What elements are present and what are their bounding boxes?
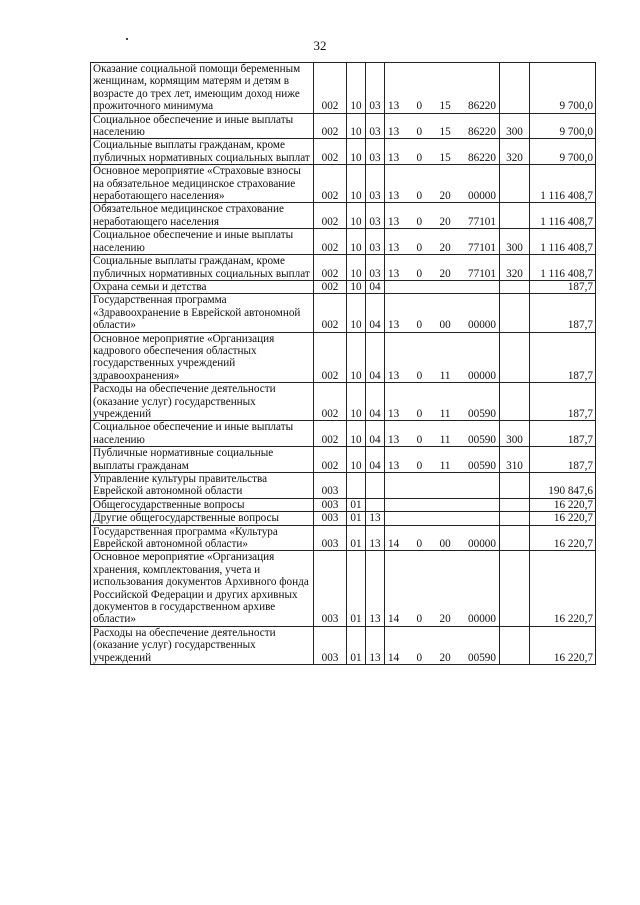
table-row bbox=[91, 113, 596, 139]
gr-code: 002 bbox=[314, 294, 347, 332]
table-row bbox=[91, 473, 596, 499]
table-row bbox=[91, 280, 596, 293]
row-name: Общегосударственные вопросы bbox=[91, 498, 314, 511]
target-article-part: 00000 bbox=[468, 613, 496, 626]
row-name: Социальное обеспечение и иные выплаты населению bbox=[91, 421, 314, 447]
target-article-part: 13 bbox=[388, 241, 400, 254]
sum-value: 9 700,0 bbox=[530, 113, 596, 139]
pr-code: 03 bbox=[366, 203, 385, 229]
target-article-part: 15 bbox=[439, 126, 451, 139]
pr-code: 04 bbox=[366, 383, 385, 421]
target-article-part: 20 bbox=[439, 190, 451, 203]
target-article-parts bbox=[387, 370, 497, 382]
target-article-part: 77101 bbox=[468, 215, 496, 228]
vr-code bbox=[500, 498, 530, 511]
gr-code: 002 bbox=[314, 139, 347, 165]
target-article-part: 20 bbox=[439, 613, 451, 626]
target-article-code bbox=[385, 383, 500, 421]
gr-code: 002 bbox=[314, 447, 347, 473]
target-article-part: 86220 bbox=[468, 100, 496, 113]
rz-code: 10 bbox=[347, 294, 366, 332]
gr-code: 002 bbox=[314, 63, 347, 114]
gr-code: 003 bbox=[314, 512, 347, 525]
target-article-code bbox=[385, 421, 500, 447]
target-article-part: 13 bbox=[388, 267, 400, 280]
vr-code: 300 bbox=[500, 113, 530, 139]
target-article-code bbox=[385, 280, 500, 293]
row-name: Другие общегосударственные вопросы bbox=[91, 512, 314, 525]
pr-code: 13 bbox=[366, 512, 385, 525]
target-article-part: 0 bbox=[416, 459, 423, 472]
gr-code: 002 bbox=[314, 165, 347, 203]
sum-value: 1 116 408,7 bbox=[530, 203, 596, 229]
target-article-part: 00590 bbox=[468, 459, 496, 472]
rz-code: 10 bbox=[347, 139, 366, 165]
row-name: Социальные выплаты гражданам, кроме публичных нормативных социальных выплат bbox=[91, 139, 314, 165]
target-article-parts bbox=[387, 242, 497, 254]
target-article-part: 11 bbox=[439, 407, 451, 420]
gr-code: 002 bbox=[314, 255, 347, 281]
vr-code bbox=[500, 473, 530, 499]
target-article-part: 20 bbox=[439, 267, 451, 280]
vr-code bbox=[500, 63, 530, 114]
table-row bbox=[91, 421, 596, 447]
vr-code bbox=[500, 280, 530, 293]
target-article-part: 00000 bbox=[468, 369, 496, 382]
target-article-part: 20 bbox=[439, 215, 451, 228]
pr-code: 04 bbox=[366, 294, 385, 332]
sum-value: 16 220,7 bbox=[530, 512, 596, 525]
pr-code bbox=[366, 498, 385, 511]
page-number: 32 bbox=[313, 38, 327, 53]
target-article-code bbox=[385, 255, 500, 281]
vr-code: 300 bbox=[500, 229, 530, 255]
target-article-code bbox=[385, 525, 500, 551]
table-row bbox=[91, 525, 596, 551]
target-article-part: 00000 bbox=[468, 319, 496, 332]
table-row bbox=[91, 139, 596, 165]
table-row bbox=[91, 294, 596, 332]
rz-code: 10 bbox=[347, 165, 366, 203]
target-article-part: 00590 bbox=[468, 407, 496, 420]
target-article-part: 0 bbox=[416, 538, 423, 551]
target-article-parts bbox=[387, 538, 497, 550]
target-article-code bbox=[385, 203, 500, 229]
target-article-part: 0 bbox=[416, 267, 423, 280]
rz-code: 10 bbox=[347, 63, 366, 114]
target-article-part: 13 bbox=[388, 369, 400, 382]
pr-code: 04 bbox=[366, 332, 385, 383]
vr-code bbox=[500, 626, 530, 664]
sum-value: 16 220,7 bbox=[530, 551, 596, 626]
rz-code: 10 bbox=[347, 447, 366, 473]
target-article-part: 77101 bbox=[468, 241, 496, 254]
table-row bbox=[91, 512, 596, 525]
row-name: Основное мероприятие «Организация хранения, комплектования, учета и использования документов Архивного фонда Российской Федерации и других архивных документов в государственном архиве области» bbox=[91, 551, 314, 626]
row-name: Государственная программа «Здравоохранение в Еврейской автономной области» bbox=[91, 294, 314, 332]
target-article-code bbox=[385, 113, 500, 139]
row-name: Публичные нормативные социальные выплаты гражданам bbox=[91, 447, 314, 473]
target-article-code bbox=[385, 294, 500, 332]
target-article-part: 00000 bbox=[468, 538, 496, 551]
target-article-code bbox=[385, 165, 500, 203]
vr-code: 320 bbox=[500, 255, 530, 281]
target-article-part: 11 bbox=[439, 459, 451, 472]
target-article-part: 13 bbox=[388, 100, 400, 113]
target-article-part: 0 bbox=[416, 151, 423, 164]
target-article-parts bbox=[387, 268, 497, 280]
gr-code: 002 bbox=[314, 203, 347, 229]
target-article-part: 0 bbox=[416, 433, 423, 446]
sum-value: 1 116 408,7 bbox=[530, 165, 596, 203]
sum-value: 190 847,6 bbox=[530, 473, 596, 499]
row-name: Основное мероприятие «Организация кадрового обеспечения областных государственных учреждений здравоохранения» bbox=[91, 332, 314, 383]
target-article-code bbox=[385, 551, 500, 626]
sum-value: 187,7 bbox=[530, 383, 596, 421]
pr-code: 04 bbox=[366, 421, 385, 447]
target-article-parts bbox=[387, 652, 497, 664]
rz-code bbox=[347, 473, 366, 499]
table-row bbox=[91, 165, 596, 203]
target-article-part: 00 bbox=[439, 319, 451, 332]
sum-value: 9 700,0 bbox=[530, 139, 596, 165]
pr-code: 04 bbox=[366, 280, 385, 293]
rz-code: 01 bbox=[347, 512, 366, 525]
target-article-part: 0 bbox=[416, 319, 423, 332]
pr-code: 04 bbox=[366, 447, 385, 473]
row-name: Социальное обеспечение и иные выплаты населению bbox=[91, 229, 314, 255]
table-row bbox=[91, 63, 596, 114]
vr-code bbox=[500, 203, 530, 229]
target-article-part: 13 bbox=[388, 407, 400, 420]
target-article-code bbox=[385, 229, 500, 255]
target-article-code bbox=[385, 447, 500, 473]
target-article-part: 0 bbox=[416, 241, 423, 254]
sum-value: 187,7 bbox=[530, 421, 596, 447]
gr-code: 003 bbox=[314, 498, 347, 511]
target-article-part: 0 bbox=[416, 369, 423, 382]
target-article-code bbox=[385, 498, 500, 511]
gr-code: 002 bbox=[314, 113, 347, 139]
target-article-part: 14 bbox=[388, 613, 400, 626]
sum-value: 1 116 408,7 bbox=[530, 229, 596, 255]
sum-value: 187,7 bbox=[530, 294, 596, 332]
vr-code bbox=[500, 383, 530, 421]
target-article-part: 0 bbox=[416, 407, 423, 420]
row-name: Основное мероприятие «Страховые взносы на обязательное медицинское страхование неработающего населения» bbox=[91, 165, 314, 203]
target-article-part: 0 bbox=[416, 190, 423, 203]
budget-table bbox=[90, 62, 596, 665]
target-article-code bbox=[385, 626, 500, 664]
target-article-parts bbox=[387, 152, 497, 164]
target-article-parts bbox=[387, 319, 497, 331]
row-name: Управление культуры правительства Еврейской автономной области bbox=[91, 473, 314, 499]
table-row bbox=[91, 332, 596, 383]
sum-value: 187,7 bbox=[530, 332, 596, 383]
target-article-part: 86220 bbox=[468, 126, 496, 139]
target-article-part: 13 bbox=[388, 215, 400, 228]
rz-code: 01 bbox=[347, 551, 366, 626]
rz-code: 01 bbox=[347, 498, 366, 511]
rz-code: 01 bbox=[347, 626, 366, 664]
target-article-part: 00590 bbox=[468, 651, 496, 664]
rz-code: 10 bbox=[347, 383, 366, 421]
target-article-part: 0 bbox=[416, 613, 423, 626]
row-name: Расходы на обеспечение деятельности (оказание услуг) государственных учреждений bbox=[91, 383, 314, 421]
target-article-parts bbox=[387, 126, 497, 138]
vr-code: 310 bbox=[500, 447, 530, 473]
row-name: Оказание социальной помощи беременным женщинам, кормящим матерям и детям в возрасте до трех лет, имеющим доход ниже прожиточного минимума bbox=[91, 63, 314, 114]
target-article-part: 13 bbox=[388, 433, 400, 446]
target-article-part: 86220 bbox=[468, 151, 496, 164]
pr-code bbox=[366, 473, 385, 499]
target-article-part: 13 bbox=[388, 319, 400, 332]
target-article-code bbox=[385, 63, 500, 114]
target-article-part: 0 bbox=[416, 215, 423, 228]
pr-code: 03 bbox=[366, 255, 385, 281]
target-article-part: 13 bbox=[388, 190, 400, 203]
vr-code: 320 bbox=[500, 139, 530, 165]
vr-code: 300 bbox=[500, 421, 530, 447]
target-article-part: 11 bbox=[439, 369, 451, 382]
sum-value: 187,7 bbox=[530, 280, 596, 293]
target-article-parts bbox=[387, 408, 497, 420]
target-article-part: 00000 bbox=[468, 190, 496, 203]
vr-code bbox=[500, 525, 530, 551]
gr-code: 002 bbox=[314, 280, 347, 293]
rz-code: 10 bbox=[347, 332, 366, 383]
vr-code bbox=[500, 165, 530, 203]
target-article-part: 77101 bbox=[468, 267, 496, 280]
gr-code: 002 bbox=[314, 332, 347, 383]
table-row bbox=[91, 551, 596, 626]
row-name: Социальное обеспечение и иные выплаты населению bbox=[91, 113, 314, 139]
gr-code: 003 bbox=[314, 551, 347, 626]
rz-code: 01 bbox=[347, 525, 366, 551]
rz-code: 10 bbox=[347, 255, 366, 281]
vr-code bbox=[500, 512, 530, 525]
gr-code: 002 bbox=[314, 383, 347, 421]
target-article-part: 13 bbox=[388, 126, 400, 139]
row-name: Социальные выплаты гражданам, кроме публичных нормативных социальных выплат bbox=[91, 255, 314, 281]
gr-code: 002 bbox=[314, 421, 347, 447]
target-article-parts bbox=[387, 100, 497, 112]
target-article-part: 0 bbox=[416, 100, 423, 113]
target-article-part: 0 bbox=[416, 126, 423, 139]
target-article-code bbox=[385, 473, 500, 499]
target-article-part: 14 bbox=[388, 651, 400, 664]
pr-code: 13 bbox=[366, 525, 385, 551]
target-article-part: 15 bbox=[439, 151, 451, 164]
target-article-part: 15 bbox=[439, 100, 451, 113]
table-row bbox=[91, 383, 596, 421]
target-article-part: 20 bbox=[439, 241, 451, 254]
target-article-parts bbox=[387, 613, 497, 625]
pr-code: 03 bbox=[366, 229, 385, 255]
rz-code: 10 bbox=[347, 229, 366, 255]
target-article-part: 14 bbox=[388, 538, 400, 551]
target-article-parts bbox=[387, 216, 497, 228]
vr-code bbox=[500, 551, 530, 626]
rz-code: 10 bbox=[347, 203, 366, 229]
pr-code: 03 bbox=[366, 63, 385, 114]
sum-value: 9 700,0 bbox=[530, 63, 596, 114]
vr-code bbox=[500, 332, 530, 383]
sum-value: 187,7 bbox=[530, 447, 596, 473]
table-row bbox=[91, 447, 596, 473]
pr-code: 13 bbox=[366, 626, 385, 664]
vr-code bbox=[500, 294, 530, 332]
row-name: Государственная программа «Культура Еврейской автономной области» bbox=[91, 525, 314, 551]
table-row bbox=[91, 626, 596, 664]
sum-value: 16 220,7 bbox=[530, 525, 596, 551]
sum-value: 16 220,7 bbox=[530, 626, 596, 664]
target-article-parts bbox=[387, 434, 497, 446]
sum-value: 16 220,7 bbox=[530, 498, 596, 511]
row-name: Обязательное медицинское страхование неработающего населения bbox=[91, 203, 314, 229]
target-article-parts bbox=[387, 190, 497, 202]
pr-code: 03 bbox=[366, 165, 385, 203]
target-article-part: 00 bbox=[439, 538, 451, 551]
rz-code: 10 bbox=[347, 113, 366, 139]
target-article-part: 20 bbox=[439, 651, 451, 664]
gr-code: 002 bbox=[314, 229, 347, 255]
pr-code: 03 bbox=[366, 139, 385, 165]
gr-code: 003 bbox=[314, 473, 347, 499]
target-article-part: 0 bbox=[416, 651, 423, 664]
target-article-parts bbox=[387, 460, 497, 472]
rz-code: 10 bbox=[347, 421, 366, 447]
row-name: Охрана семьи и детства bbox=[91, 280, 314, 293]
budget-table-body bbox=[91, 63, 596, 665]
target-article-part: 13 bbox=[388, 459, 400, 472]
table-row bbox=[91, 203, 596, 229]
scan-speck bbox=[126, 38, 128, 40]
pr-code: 13 bbox=[366, 551, 385, 626]
table-row bbox=[91, 229, 596, 255]
gr-code: 003 bbox=[314, 626, 347, 664]
row-name: Расходы на обеспечение деятельности (оказание услуг) государственных учреждений bbox=[91, 626, 314, 664]
sum-value: 1 116 408,7 bbox=[530, 255, 596, 281]
target-article-code bbox=[385, 139, 500, 165]
target-article-part: 11 bbox=[439, 433, 451, 446]
target-article-code bbox=[385, 512, 500, 525]
gr-code: 003 bbox=[314, 525, 347, 551]
target-article-part: 13 bbox=[388, 151, 400, 164]
target-article-code bbox=[385, 332, 500, 383]
pr-code: 03 bbox=[366, 113, 385, 139]
rz-code: 10 bbox=[347, 280, 366, 293]
table-row bbox=[91, 255, 596, 281]
target-article-part: 00590 bbox=[468, 433, 496, 446]
table-row bbox=[91, 498, 596, 511]
